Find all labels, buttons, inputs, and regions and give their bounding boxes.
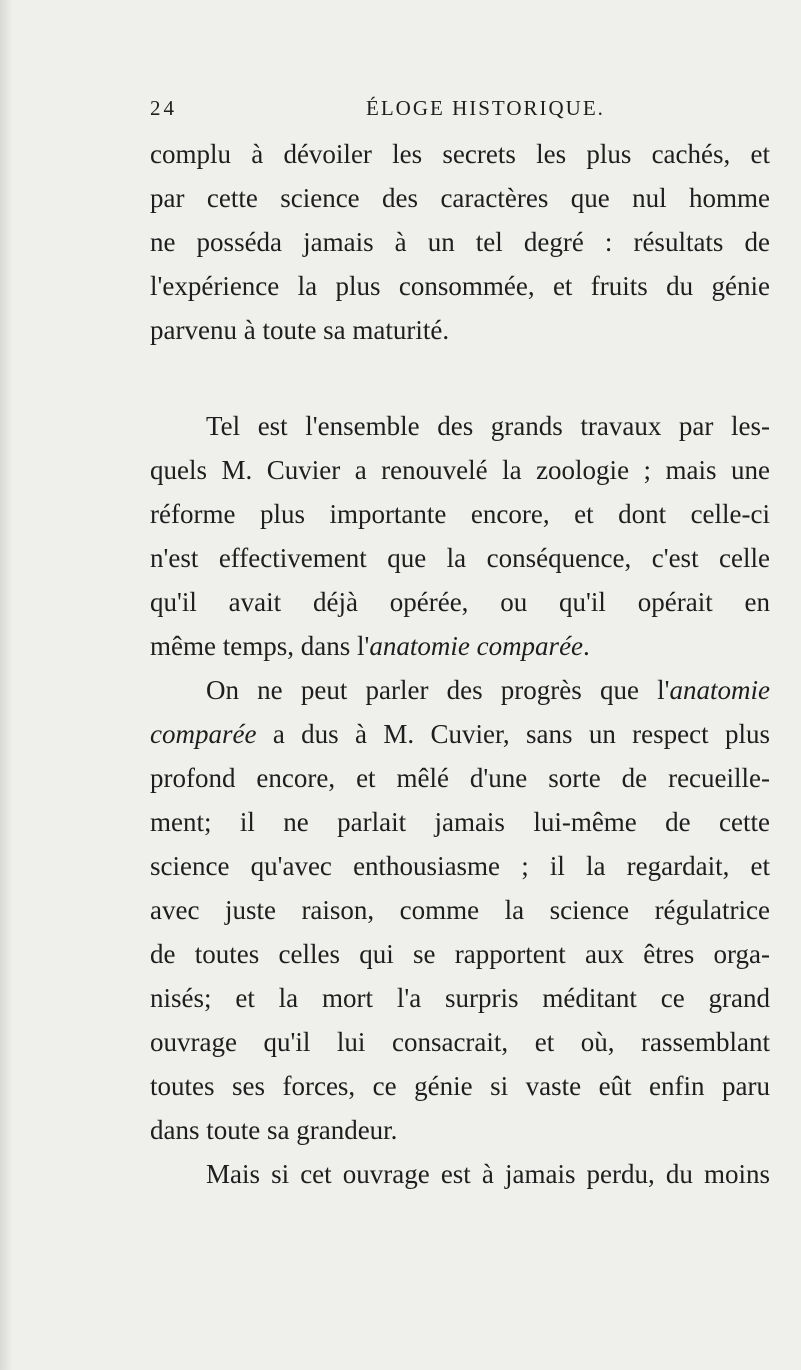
text-line: de toutes celles qui se rapportent aux êtres orga- — [150, 939, 770, 969]
paragraph-gap — [150, 352, 770, 404]
text-line: l'expérience la plus consommée, et fruits du génie — [150, 271, 770, 301]
italic-term: comparée — [150, 719, 257, 749]
text-line: Mais si cet ouvrage est à jamais perdu, du moins — [206, 1159, 770, 1189]
text-line: quels M. Cuvier a renouvelé la zoologie ; mais une — [150, 455, 770, 485]
text-line: réforme plus importante encore, et dont celle-ci — [150, 499, 770, 529]
text-line: science qu'avec enthousiasme ; il la regardait, et — [150, 851, 770, 881]
text-line: ment; il ne parlait jamais lui-même de cette — [150, 807, 770, 837]
text-segment: . — [583, 631, 590, 661]
text-segment: a dus à M. Cuvier, sans un respect plus — [256, 719, 770, 749]
page-gutter-shadow — [0, 0, 12, 1370]
text-segment: même temps, dans — [150, 631, 357, 661]
italic-term: anatomie — [669, 675, 770, 705]
text-line — [150, 712, 770, 756]
text-line: toutes ses forces, ce génie si vaste eût enfin paru — [150, 1071, 770, 1101]
text-segment: l' — [657, 675, 670, 705]
text-line: dans toute sa grandeur. — [150, 1115, 398, 1145]
text-line: avec juste raison, comme la science régulatrice — [150, 895, 770, 925]
text-line: n'est effectivement que la conséquence, c'est celle — [150, 543, 770, 573]
page-number: 24 — [150, 96, 177, 120]
text-segment: On ne peut parler des progrès que — [206, 675, 658, 705]
text-line — [150, 668, 770, 712]
text-line: ne posséda jamais à un tel degré : résultats de — [150, 227, 770, 257]
text-line: Tel est l'ensemble des grands travaux par les- — [206, 411, 770, 441]
text-line: par cette science des caractères que nul homme — [150, 183, 770, 213]
text-segment: l' — [356, 631, 370, 661]
text-line: nisés; et la mort l'a surpris méditant ce grand — [150, 983, 770, 1013]
text-line: qu'il avait déjà opérée, ou qu'il opérait en — [150, 587, 770, 617]
text-line: profond encore, et mêlé d'une sorte de recueille- — [150, 763, 770, 793]
text-line: ouvrage qu'il lui consacrait, et où, rassemblant — [150, 1027, 770, 1057]
running-title: ÉLOGE HISTORIQUE. — [366, 96, 605, 120]
italic-term: anatomie comparée — [369, 631, 584, 661]
text-line — [150, 624, 770, 668]
body-text — [150, 132, 770, 1196]
text-line: complu à dévoiler les secrets les plus cachés, et — [150, 139, 770, 169]
text-line: parvenu à toute sa maturité. — [150, 315, 450, 345]
running-head — [150, 96, 710, 126]
